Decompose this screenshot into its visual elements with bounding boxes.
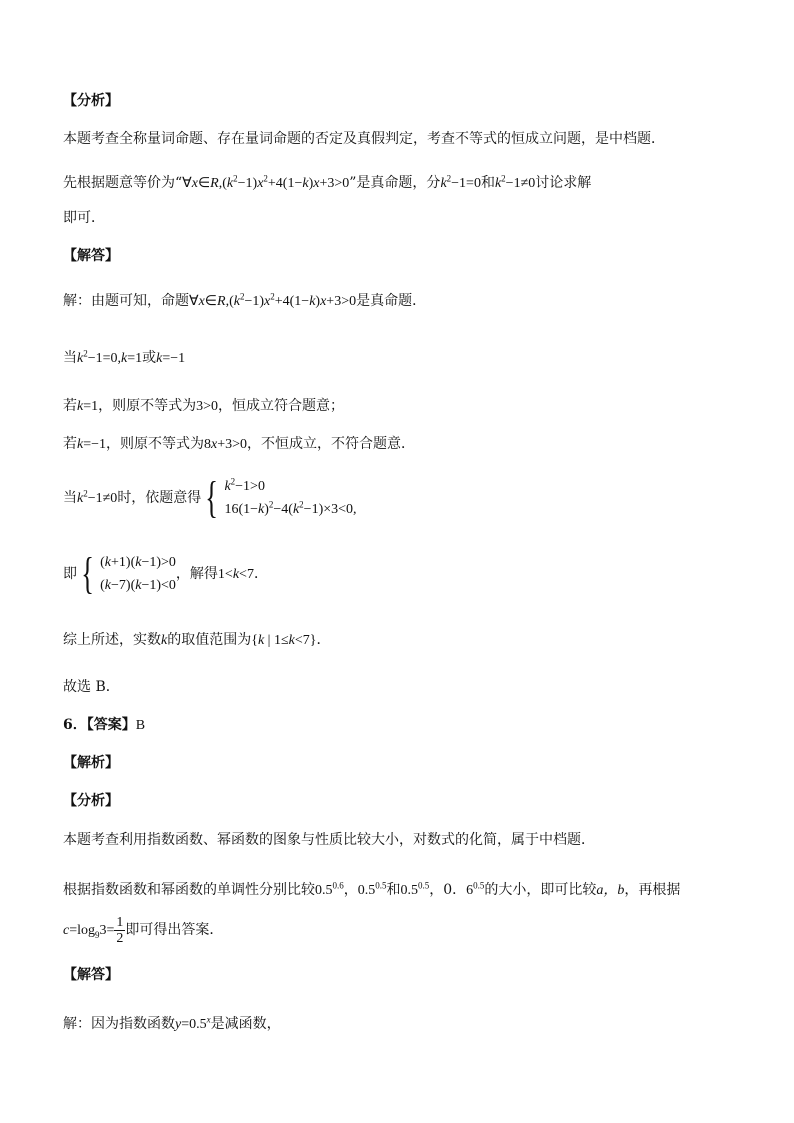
paragraph-method-2: 根据指数函数和幂函数的单调性分别比较$0.5^{0.6}$，$0.5^{0.5}$和$0.5^{0.5}$，0．$6^{0.5}$的大小，即可比较a，b，再根据 bbox=[63, 880, 681, 898]
section-heading-analysis-2: 【分析】 bbox=[63, 793, 119, 809]
factored-system: { (k+1)(k−1)>0 (k−7)(k−1)<0 bbox=[81, 549, 176, 598]
fraction-one-half: $\frac{1}{2}$ bbox=[116, 914, 124, 946]
paragraph-summary-2: 本题考查利用指数函数、幂函数的图象与性质比较大小，对数式的化简，属于中档题． bbox=[63, 832, 595, 848]
solution-line-5: 当$k^2-1\ne 0$时，依题意得 { $k^2-1>0$ $16(1-k)^2-4(k^2-1)\times 3<0$, bbox=[63, 473, 357, 522]
paragraph-summary: 本题考查全称量词命题、存在量词命题的否定及真假判定，考查不等式的恒成立问题，是中档题． bbox=[63, 131, 665, 147]
paragraph-method-cont: 即可． bbox=[63, 210, 105, 226]
inequality-system: { $k^2-1>0$ $16(1-k)^2-4(k^2-1)\times 3<0$, bbox=[205, 473, 357, 522]
paragraph-method: 先根据题意等价为“$\forall x\in R,(k^2-1)x^2+4(1-k)x+3>0$”是真命题，分$k^2-1=0$和$k^2-1\ne 0$讨论求解 bbox=[63, 173, 592, 191]
solution-line-2: 当$k^2-1=0,k=1$或k=−1 bbox=[63, 348, 186, 366]
solution-line-4: 若k=−1，则原不等式为8x+3>0，不恒成立，不符合题意． bbox=[63, 436, 416, 452]
paragraph-method-2-cont: $c=\log_93=$ $\frac{1}{2}$ 即可得出答案． bbox=[63, 914, 224, 946]
solution-line-3: 若k=1，则原不等式为3>0，恒成立符合题意； bbox=[63, 398, 345, 414]
section-heading-solution: 【解答】 bbox=[63, 248, 119, 264]
choice-line: 故选 B． bbox=[63, 679, 120, 695]
solution-line-1: 解：由题可知，命题$\forall x\in R,(k^2-1)x^2+4(1-k)x+3>0$是真命题． bbox=[63, 291, 427, 309]
solution-line-6: 即 { (k+1)(k−1)>0 (k−7)(k−1)<0 ，解得1<k<7． bbox=[63, 549, 268, 598]
solution-2-line-1: 解：因为指数函数$y=0.5^x$是减函数， bbox=[63, 1014, 281, 1032]
section-heading-analysis: 【分析】 bbox=[63, 93, 119, 109]
section-heading-jiexi: 【解析】 bbox=[63, 755, 119, 771]
section-heading-solution-2: 【解答】 bbox=[63, 967, 119, 983]
answer-6: 6．【答案】B bbox=[63, 717, 146, 733]
solution-conclusion: 综上所述，实数k的取值范围为{k | 1≤k<7}． bbox=[63, 632, 331, 648]
